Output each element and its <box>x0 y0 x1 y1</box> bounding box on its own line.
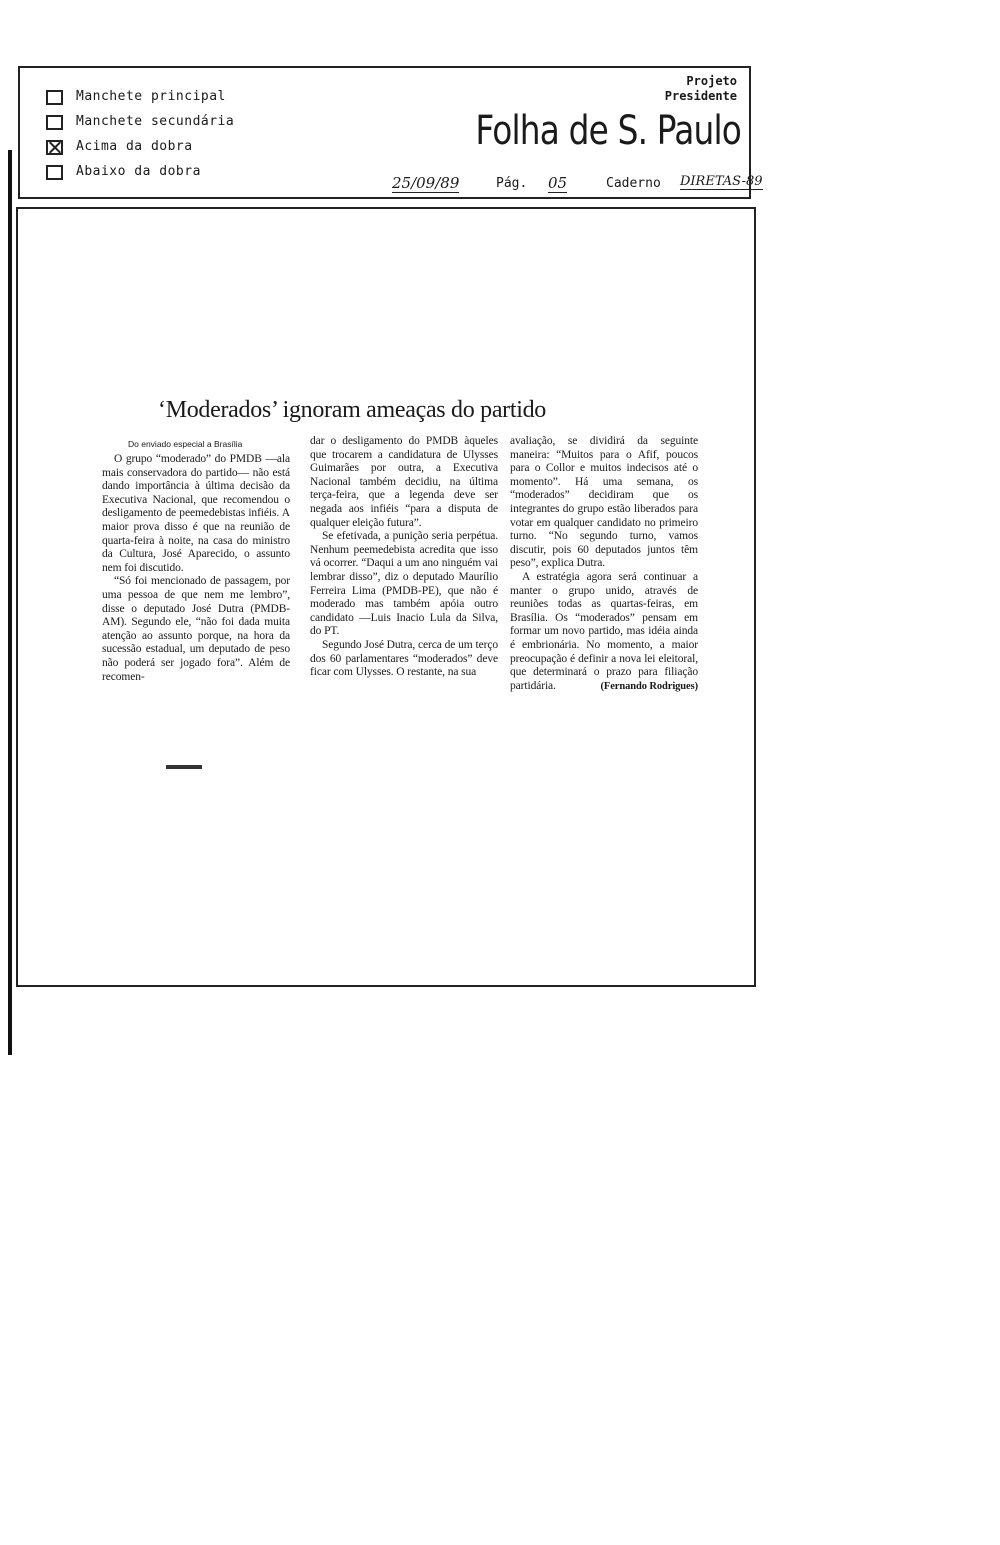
checkbox-empty-icon[interactable] <box>46 165 63 180</box>
section-label: Caderno <box>606 176 661 191</box>
checkbox-checked-icon[interactable] <box>46 140 63 155</box>
article-column-3 <box>510 435 698 693</box>
checklist-item-abaixo-da-dobra[interactable] <box>46 163 306 188</box>
clipping-meta-row <box>380 174 763 196</box>
article-column-1 <box>102 453 290 684</box>
paragraph: O grupo “moderado” do PMDB —ala mais conservadora do partido— não está dando importância à última decisão da Executiva Nacional, que recomendou o desligamento de peemedebistas infiéis. A maior prova disso é que na reunião de quarta-feira à noite, na casa do ministro da Cultura, José Aparecido, o assunto nem foi discutido. <box>102 453 290 574</box>
article-frame <box>16 207 756 987</box>
checkbox-empty-icon[interactable] <box>46 115 63 130</box>
placement-checklist <box>46 88 306 188</box>
article-column-2 <box>310 435 498 680</box>
paragraph: “Só foi mencionado de passagem, por uma pessoa de que nem me lembro”, disse o deputado José Dutra (PMDB-AM). Segundo ele, “não foi dada muita atenção ao assunto porque, na hora da sucessão estadual, um deputado de peso não poderá ser jogado fora”. Além de recomen- <box>102 575 290 683</box>
paragraph: Segundo José Dutra, cerca de um terço dos 60 parlamentares “moderados” deve ficar com Ulysses. O restante, na sua <box>310 638 498 679</box>
print-smudge <box>166 765 202 769</box>
project-line-1: Projeto <box>686 74 737 88</box>
article-headline: ‘Moderados’ ignoram ameaças do partido <box>158 397 547 423</box>
checklist-label: Abaixo da dobra <box>76 164 201 179</box>
clipping-header <box>18 66 763 199</box>
checklist-item-acima-da-dobra[interactable] <box>46 138 306 163</box>
paragraph: Se efetivada, a punição seria perpétua. Nenhum peemedebista acredita que isso vá ocorrer. “Daqui a um ano ninguém vai lembrar disso”, diz o deputado Maurílio Ferreira Lima (PMDB-PE), que não é moderado mas também apóia outro candidato —Luis Inacio Lula da Silva, do PT. <box>310 530 498 638</box>
checklist-label: Manchete principal <box>76 89 226 104</box>
page-label: Pág. <box>496 176 528 191</box>
checklist-item-manchete-secundaria[interactable] <box>46 113 306 138</box>
checklist-item-manchete-principal[interactable] <box>46 88 306 113</box>
paragraph: dar o desligamento do PMDB àqueles que trocarem a candidatura de Ulysses Guimarães por outra, a Executiva Nacional também decidiu, na última terça-feira, que a legenda deve ser negada aos infiéis “para a disputa de qualquer eleição futura”. <box>310 435 498 529</box>
paragraph: avaliação, se dividirá da seguinte maneira: “Muitos para o Afif, poucos para o Collor e muitos indecisos até o momento”. Há uma semana, os “moderados” decidiram que os integrantes do grupo estão liberados para votar em qualquer candidato no primeiro turno. “No segundo turno, vamos discutir, pois 60 deputados juntos têm peso”, explica Dutra. <box>510 435 698 570</box>
page-field: 05 <box>548 174 568 192</box>
paragraph: A estratégia agora será continuar a manter o grupo unido, através de reuniões todas as quartas-feiras, em Brasília. Os “moderados” pensam em formar um novo partido, mas idéia ainda é embrionária. No momento, a maior preocupação é definir a nova lei eleitoral, que determinará o prazo para filiação partidária. <box>510 570 698 692</box>
scan-edge-bar <box>8 150 12 1055</box>
author-signature: (Fernando Rodrigues) <box>600 680 698 692</box>
section-field: DIRETAS-89 <box>680 174 763 189</box>
project-label <box>665 74 737 104</box>
checklist-label: Acima da dobra <box>76 139 193 154</box>
date-field: 25/09/89 <box>392 174 460 192</box>
article-byline: Do enviado especial a Brasília <box>128 439 243 449</box>
newspaper-name: Folha de S. Paulo <box>475 108 741 154</box>
project-line-2: Presidente <box>664 89 737 103</box>
checklist-label: Manchete secundária <box>76 114 235 129</box>
checkbox-empty-icon[interactable] <box>46 90 63 105</box>
